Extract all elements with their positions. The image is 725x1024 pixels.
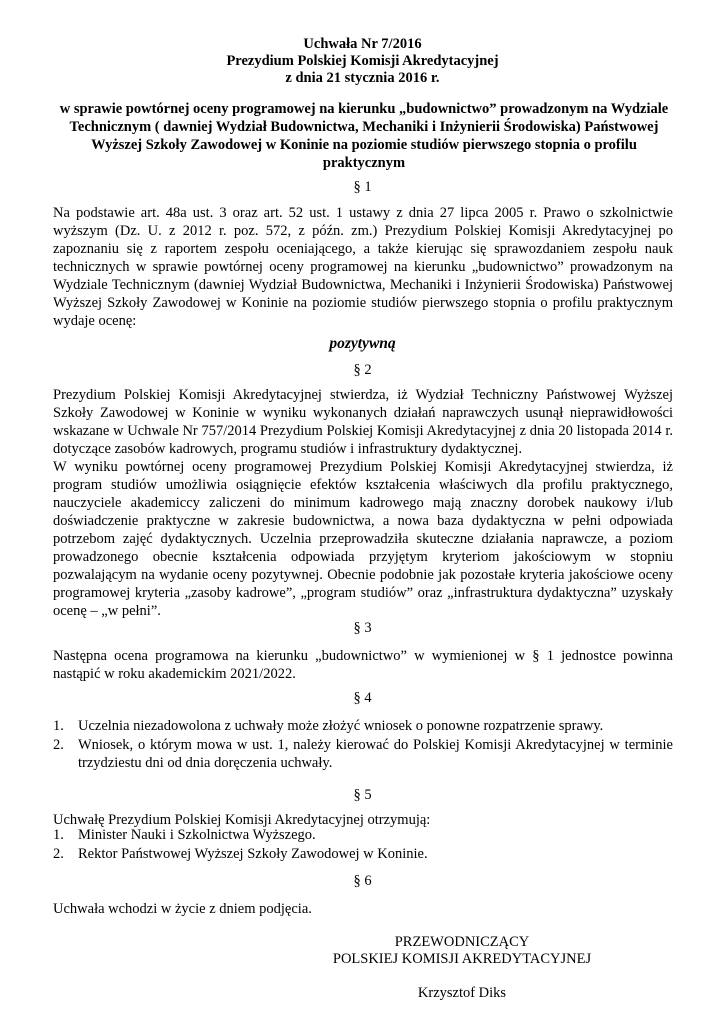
list-item-text: Rektor Państwowej Wyższej Szkoły Zawodowej w Koninie. <box>78 846 428 862</box>
list-item <box>53 826 673 844</box>
issuing-body: Prezydium Polskiej Komisji Akredytacyjnej <box>226 53 499 69</box>
verdict: pozytywną <box>329 335 396 352</box>
list-item <box>53 845 673 863</box>
section-2-paragraph-2: W wyniku powtórnej oceny programowej Prezydium Polskiej Komisji Akredytacyjnej stwierdza, iż program studiów umożliwia osiągnięcie efektów kształcenia właściwych dla profilu praktycznego, nauczyciele akademiccy zaliczeni do minimum kadrowego mają znaczny dorobek naukowy i/lub doświadczenie praktyczne w zakresie budownictwa, a nowa baza dydaktyczna w pełni odpowiada potrzebom zajęć dydaktycznych. Uczelnia przeprowadziła skuteczne działania naprawcze, a poziom prowadzonego obecnie kształcenia odpowiada przyjętym kryteriom jakościowym w stopniu pozwalającym na wydanie oceny pozytywnej. Obecnie podobnie jak pozostałe kryteria jakościowe oceny programowej kryteria „zasoby kadrowe”, „program studiów” oraz „infrastruktura dydaktyczna” uzyskały ocenę – „w pełni”. <box>53 459 673 619</box>
section-2-heading: § 2 <box>353 362 372 378</box>
list-item-number: 1. <box>53 827 64 843</box>
list-item <box>53 736 673 772</box>
section-1-text: Na podstawie art. 48a ust. 3 oraz art. 52 ust. 1 ustawy z dnia 27 lipca 2005 r. Prawo o szkolnictwie wyższym (Dz. U. z 2012 r. poz. 572, z późn. zm.) Prezydium Polskiej Komisji Akredytacyjnej po zapoznaniu się z raportem zespołu oceniającego, a także kierując się sprawozdaniem zespołu nauk technicznych w sprawie powtórnej oceny programowej na kierunku „budownictwo” prowadzonym na Wydziale Technicznym (dawniej Wydział Budownictwa, Mechaniki i Inżynierii Środowiska) Państwowej Wyższej Szkoły Zawodowej w Koninie na poziomie studiów pierwszego stopnia o profilu praktycznym wydaje ocenę: <box>53 205 673 329</box>
resolution-number: Uchwała Nr 7/2016 <box>303 36 422 52</box>
section-5-heading: § 5 <box>353 787 372 803</box>
list-item-text: Wniosek, o którym mowa w ust. 1, należy kierować do Polskiej Komisji Akredytacyjnej w terminie trzydziestu dni od dnia doręczenia uchwały. <box>78 737 673 771</box>
section-6-heading: § 6 <box>353 873 372 889</box>
signatory-name: Krzysztof Diks <box>417 985 507 1001</box>
list-item-text: Uczelnia niezadowolona z uchwały może złożyć wniosek o ponowne rozpatrzenie sprawy. <box>78 718 604 734</box>
section-1-heading: § 1 <box>353 179 372 195</box>
section-2-paragraph-1: Prezydium Polskiej Komisji Akredytacyjnej stwierdza, iż Wydział Techniczny Państwowej Wyższej Szkoły Zawodowej w Koninie w wyniku wykonanych działań naprawczych usunął nieprawidłowości wskazane w Uchwale Nr 757/2014 Prezydium Polskiej Komisji Akredytacyjnej z dnia 20 listopada 2014 r. dotyczące zasobów kadrowych, programu studiów i infrastruktury dydaktycznej. <box>53 387 673 457</box>
section-3-heading: § 3 <box>353 620 372 636</box>
signatory-body: POLSKIEJ KOMISJI AKREDYTACYJNEJ <box>332 951 592 967</box>
list-item-number: 1. <box>53 718 64 734</box>
section-5-intro: Uchwałę Prezydium Polskiej Komisji Akredytacyjnej otrzymują: <box>53 812 431 828</box>
section-4-heading: § 4 <box>353 690 372 706</box>
resolution-date: z dnia 21 stycznia 2016 r. <box>285 70 440 86</box>
list-item-text: Minister Nauki i Szkolnictwa Wyższego. <box>78 827 316 843</box>
list-item-number: 2. <box>53 737 64 753</box>
list-item <box>53 717 673 735</box>
resolution-subject: w sprawie powtórnej oceny programowej na kierunku „budownictwo” prowadzonym na Wydziale Technicznym ( dawniej Wydział Budownictwa, Mechaniki i Inżynierii Środowiska) Państwowej Wyższej Szkoły Zawodowej w Koninie na poziomie studiów pierwszego stopnia o profilu praktycznym <box>59 101 669 171</box>
signatory-title: PRZEWODNICZĄCY <box>394 934 530 950</box>
list-item-number: 2. <box>53 846 64 862</box>
section-3-text: Następna ocena programowa na kierunku „budownictwo” w wymienionej w § 1 jednostce powinna nastąpić w roku akademickim 2021/2022. <box>53 648 673 682</box>
section-6-text: Uchwała wchodzi w życie z dniem podjęcia. <box>53 901 312 917</box>
